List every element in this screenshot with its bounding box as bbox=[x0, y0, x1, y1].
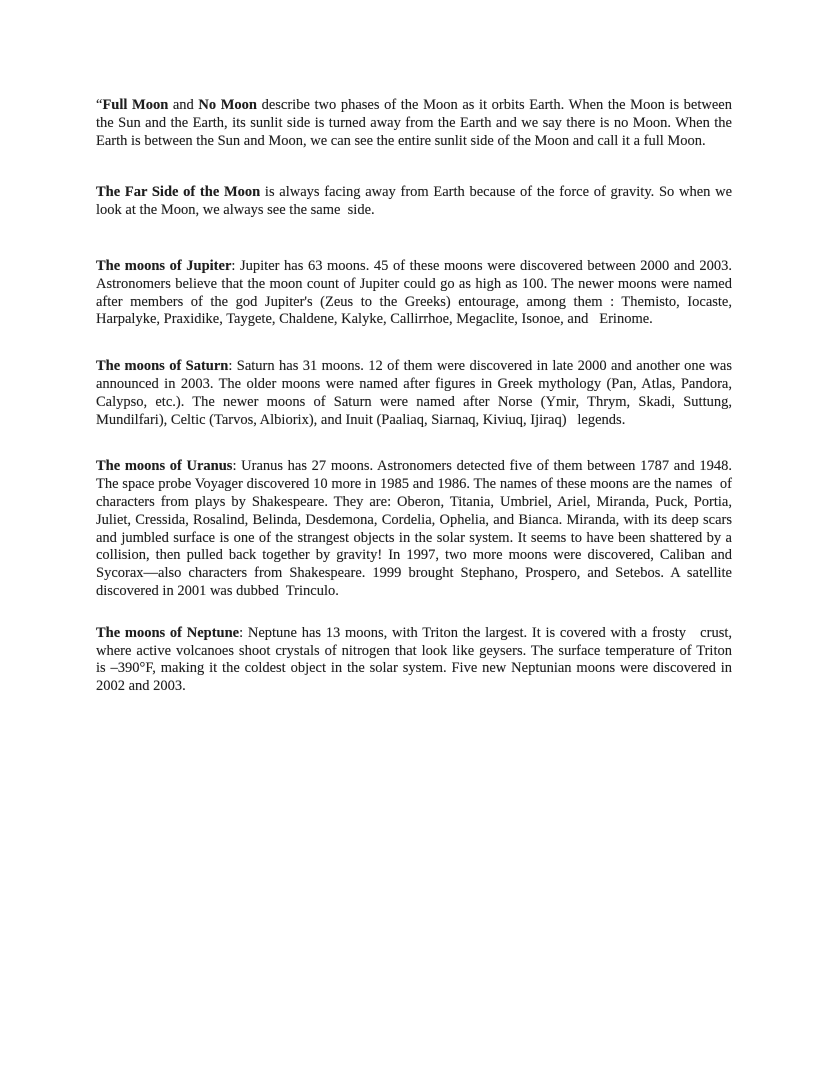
text-run: and bbox=[168, 97, 199, 113]
paragraph-uranus-moons bbox=[96, 458, 754, 600]
paragraph-text: : Jupiter has 63 moons. 45 of these moons were discovered between 2000 and 2003. Astronomers believe that the moon count of Jupiter could go as high as 100. The newer moons were named after members of the god Jupiter's (Zeus to the Greeks) entourage, among them : Themisto, Iocaste, Harpalyke, Praxidike, Taygete, Chaldene, Kalyke, Callirrhoe, Megaclite, Isonoe, and Erinome. bbox=[96, 257, 736, 328]
bold-term-far-side: The Far Side of the Moon bbox=[96, 184, 261, 201]
paragraph-text: describe two phases of the Moon as it orbits Earth. When the Moon is between the Sun and the Earth, its sunlit side is turned away from the Earth and we say there is no Moon. When the Earth is between the Sun and Moon, we can see the entire sunlit side of the Moon and call it a full Moon. bbox=[96, 97, 736, 149]
paragraph-moon-phases bbox=[96, 97, 736, 150]
paragraph-jupiter-moons bbox=[96, 257, 736, 329]
paragraph-far-side bbox=[96, 184, 736, 220]
paragraph-text: : Neptune has 13 moons, with Triton the largest. It is covered with a frosty crust, where active volcanoes shoot crystals of nitrogen that look like geysers. The surface temperature of Triton is –390°F, making it the coldest object in the solar system. Five new Neptunian moons were discovered in 2002 and 2003. bbox=[96, 624, 743, 695]
text-run: “ bbox=[96, 97, 103, 113]
bold-term-jupiter-moons: The moons of Jupiter bbox=[96, 257, 232, 274]
paragraph-saturn-moons bbox=[96, 358, 736, 429]
paragraph-text: is always facing away from Earth because of the force of gravity. So when we look at the Moon, we always see the same side. bbox=[96, 184, 736, 219]
bold-term-no-moon: No Moon bbox=[198, 97, 257, 113]
bold-term-saturn-moons: The moons of Saturn bbox=[96, 358, 229, 375]
document-page bbox=[96, 97, 754, 696]
paragraph-text: : Uranus has 27 moons. Astronomers detected five of them between 1787 and 1948. The space probe Voyager discovered 10 more in 1985 and 1986. The names of these moons are the names of characters from plays by Shakespeare. They are: Oberon, Titania, Umbriel, Ariel, Miranda, Puck, Portia, Juliet, Cressida, Rosalind, Belinda, Desdemona, Cordelia, Ophelia, and Bianca. Miranda, with its deep scars and jumbled surface is one of the strangest objects in the solar system. It seems to have been shattered by a collision, then pulled back together by gravity! In 1997, two more moons were discovered, Caliban and Sycorax—also characters from Shakespeare. 1999 brought Stephano, Prospero, and Setebos. A satellite discovered in 2001 was dubbed Trinculo. bbox=[96, 458, 754, 599]
bold-term-neptune-moons: The moons of Neptune bbox=[96, 624, 240, 641]
paragraph-neptune-moons bbox=[96, 624, 743, 696]
paragraph-text: : Saturn has 31 moons. 12 of them were discovered in late 2000 and another one was announced in 2003. The older moons were named after figures in Greek mythology (Pan, Atlas, Pandora, Calypso, etc.). The newer moons of Saturn were named after Norse (Ymir, Thrym, Skadi, Suttung, Mundilfari), Celtic (Tarvos, Albiorix), and Inuit (Paaliaq, Siarnaq, Kiviuq, Ijiraq) legends. bbox=[96, 358, 736, 428]
bold-term-uranus-moons: The moons of Uranus bbox=[96, 458, 233, 475]
bold-term-full-moon: Full Moon bbox=[102, 97, 169, 113]
